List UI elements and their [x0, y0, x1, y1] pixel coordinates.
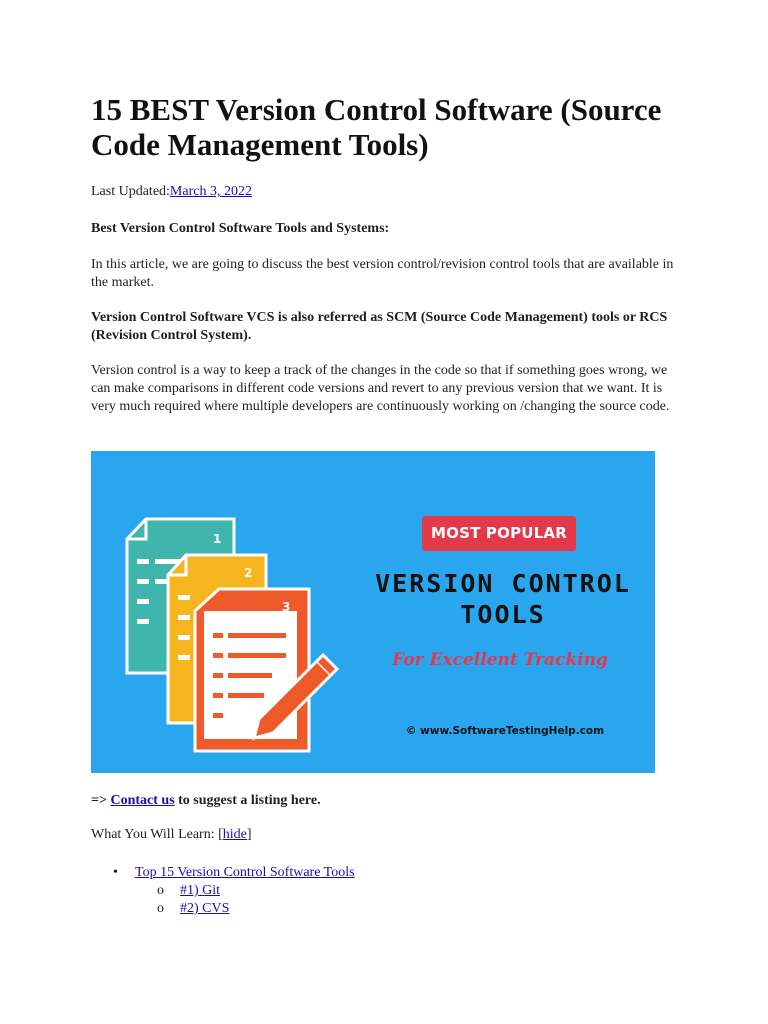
toc-close-bracket: ]: [246, 827, 252, 842]
last-updated-label: Last Updated:: [91, 184, 170, 199]
document-icon-3: [195, 589, 309, 751]
toc-item-git[interactable]: #1) Git: [180, 883, 221, 898]
doc-number-3: 3: [282, 600, 291, 614]
toc-item-top15[interactable]: Top 15 Version Control Software Tools: [135, 865, 355, 880]
contact-line: [91, 792, 681, 810]
toc-sub-bullet: o: [157, 901, 164, 916]
banner-site-credit: © www.SoftwareTestingHelp.com: [405, 725, 605, 737]
most-popular-badge: MOST POPULAR: [422, 516, 576, 551]
doc-number-1: 1: [213, 532, 222, 546]
banner-title-line2: TOOLS: [460, 600, 546, 629]
vcs-note: Version Control Software VCS is also referred as SCM (Source Code Management) tools or RCS (Revision Control System).: [91, 310, 668, 343]
toc-hide-link[interactable]: hide: [222, 827, 247, 842]
last-updated: [91, 183, 681, 201]
section-subhead: Best Version Control Software Tools and Systems:: [91, 221, 390, 236]
toc-item-cvs[interactable]: #2) CVS: [180, 901, 230, 916]
banner-title-line1: VERSION CONTROL: [375, 569, 631, 598]
doc-number-2: 2: [244, 566, 253, 580]
contact-us-link[interactable]: Contact us: [110, 793, 175, 808]
contact-arrow: =>: [91, 793, 107, 808]
description-paragraph: Version control is a way to keep a track of the changes in the code so that if something goes wrong, we can make comparisons in different code versions and revert to any previous version that we want. It is very much required where multiple developers are continuously working on /changing the source code.: [91, 363, 670, 414]
toc-sub-bullet: o: [157, 883, 164, 898]
page-title: 15 BEST Version Control Software (Source Code Management Tools): [91, 92, 662, 162]
banner-tagline: For Excellent Tracking: [392, 650, 608, 670]
toc-header: [91, 826, 681, 844]
intro-paragraph: In this article, we are going to discuss the best version control/revision control tools that are available in the market.: [91, 257, 674, 290]
toc-label: What You Will Learn: [: [91, 827, 223, 842]
last-updated-date-link[interactable]: March 3, 2022: [169, 184, 252, 199]
toc-bullet: •: [113, 865, 118, 880]
contact-suffix: to suggest a listing here.: [178, 793, 321, 808]
